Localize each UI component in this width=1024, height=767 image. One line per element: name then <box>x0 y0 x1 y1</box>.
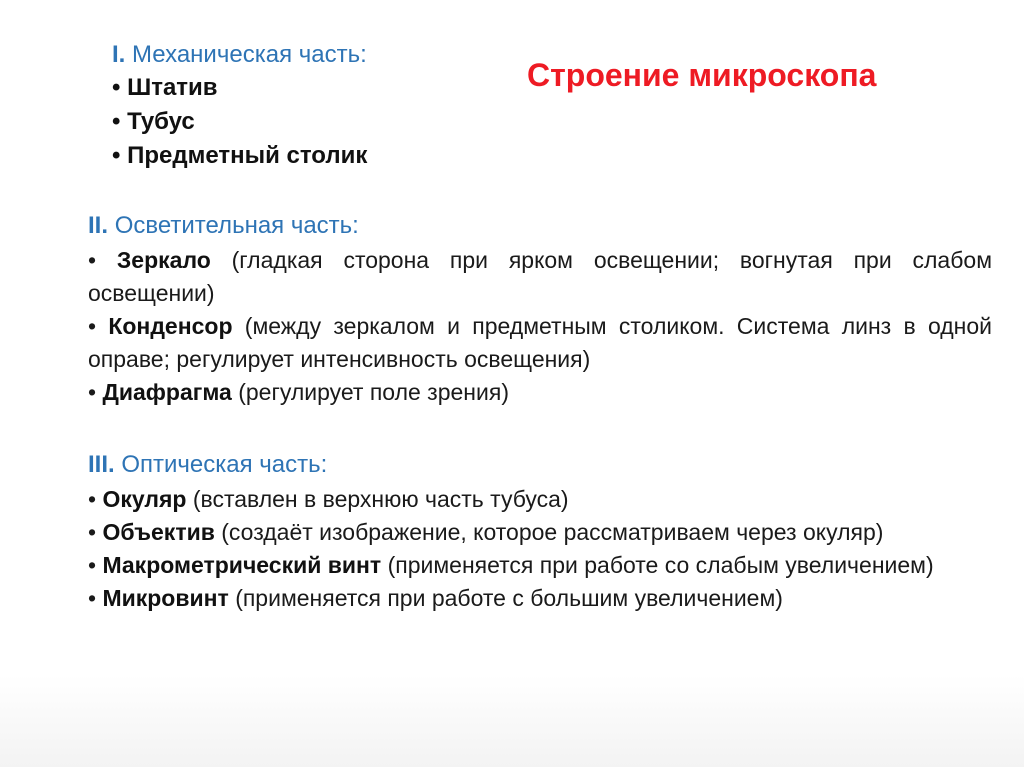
item-term: Микровинт <box>102 585 229 611</box>
list-item-eyepiece <box>88 483 992 516</box>
list-item-stage <box>112 139 532 173</box>
list-item-diaphragm <box>88 376 992 409</box>
section-illumination <box>88 208 992 409</box>
section-numeral: III. <box>88 451 115 478</box>
item-term: Объектив <box>102 519 215 545</box>
list-item-mirror <box>88 244 992 310</box>
bullet: • <box>88 552 97 578</box>
item-description: (вставлен в верхнюю часть тубуса) <box>192 486 569 512</box>
item-term: Тубус <box>127 108 195 135</box>
bullet: • <box>88 379 97 405</box>
section-heading-optical <box>88 447 992 483</box>
bullet: • <box>88 585 97 611</box>
bullet: • <box>88 519 97 545</box>
list-item-coarse-screw <box>88 549 992 582</box>
item-term: Штатив <box>127 74 218 101</box>
list-item-condenser <box>88 310 992 376</box>
list-item-stand <box>112 71 532 105</box>
item-term: Зеркало <box>116 247 211 273</box>
section-numeral: I. <box>112 41 126 68</box>
bullet: • <box>112 74 121 101</box>
bullet: • <box>112 142 121 169</box>
item-description: (между зеркалом и предметным столиком. Система линз в одной оправе; регулирует интенсивность освещения) <box>88 313 993 372</box>
list-item-tube <box>112 105 532 139</box>
section-numeral: II. <box>88 212 109 239</box>
section-mechanical <box>112 38 532 173</box>
item-description: (применяется при работе с большим увеличением) <box>235 585 783 611</box>
item-description: (создаёт изображение, которое рассматриваем через окуляр) <box>221 519 884 545</box>
item-term: Конденсор <box>108 313 233 339</box>
section-heading-mechanical <box>112 38 532 71</box>
list-item-objective <box>88 516 992 549</box>
section-heading-text: Осветительная часть: <box>114 212 359 239</box>
list-item-fine-screw <box>88 582 992 615</box>
bullet: • <box>112 108 121 135</box>
item-term: Макрометрический винт <box>102 552 382 578</box>
slide-title: Строение микроскопа <box>527 57 877 93</box>
item-description: (гладкая сторона при ярком освещении; вогнутая при слабом освещении) <box>88 247 993 306</box>
section-heading-text: Оптическая часть: <box>121 451 328 478</box>
bullet: • <box>88 313 97 339</box>
item-term: Окуляр <box>102 486 187 512</box>
section-optical <box>88 447 992 615</box>
item-description: (применяется при работе со слабым увеличением) <box>387 552 934 578</box>
item-description: (регулирует поле зрения) <box>238 379 509 405</box>
item-term: Диафрагма <box>102 379 232 405</box>
bullet: • <box>88 486 97 512</box>
bullet: • <box>88 247 97 273</box>
section-heading-text: Механическая часть: <box>132 41 367 68</box>
item-term: Предметный столик <box>127 142 368 169</box>
section-heading-illumination <box>88 208 992 244</box>
